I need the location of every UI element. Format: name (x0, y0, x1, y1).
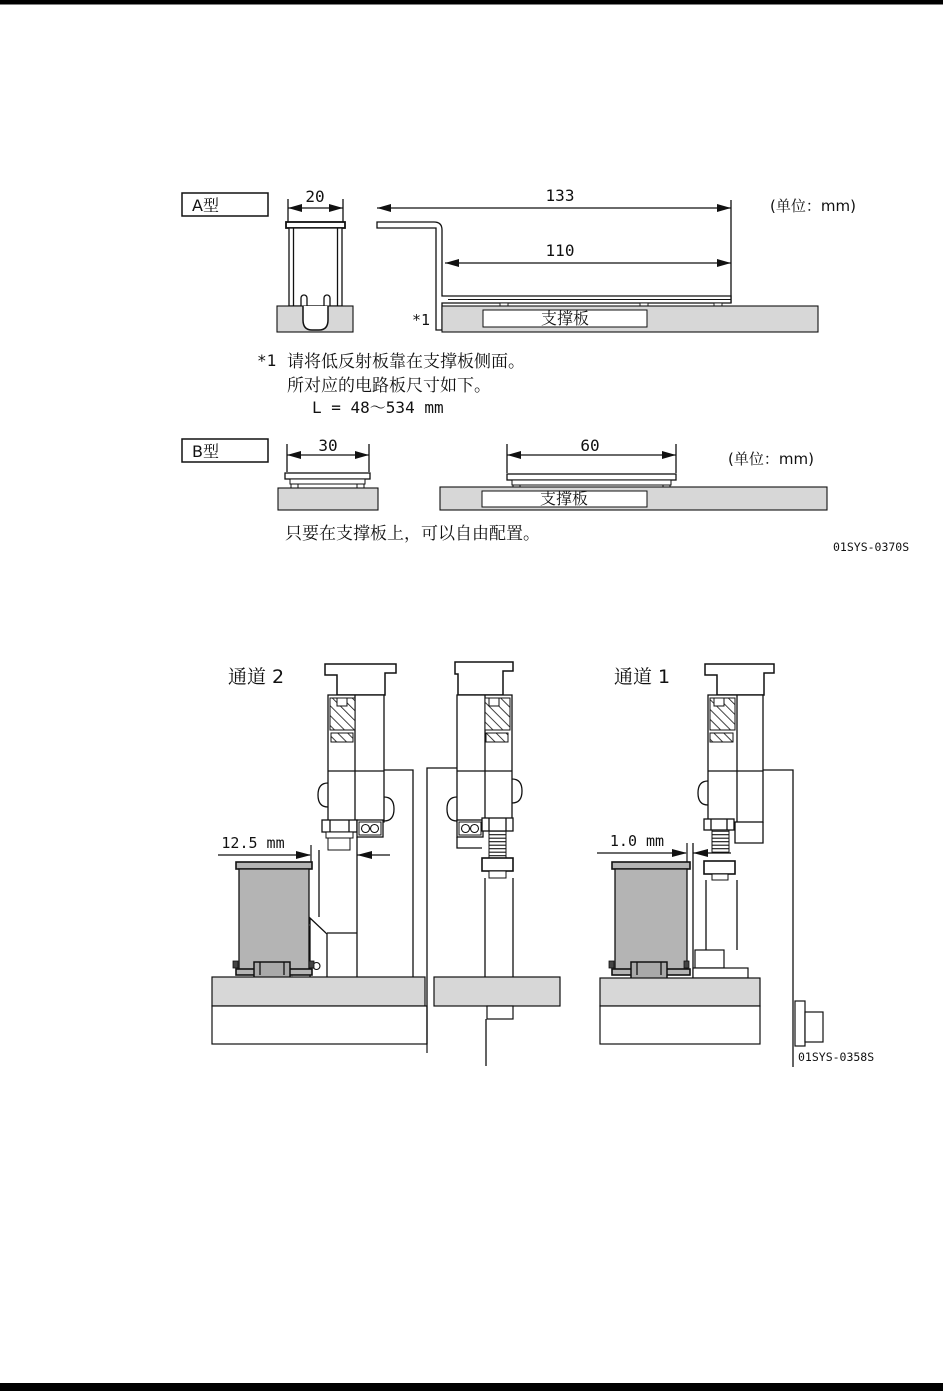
dim-110: 110 (545, 241, 575, 260)
gap2-value: 12.5 mm (221, 834, 285, 852)
clip-leg (324, 295, 330, 306)
latch-tab (233, 961, 238, 968)
hatched-strip (710, 733, 733, 742)
frame-step (763, 770, 793, 1067)
page-bottom-border (0, 1383, 943, 1391)
arrowhead (507, 451, 521, 459)
support-plate-label-b: 支撑板 (539, 489, 589, 508)
arrowhead (288, 204, 302, 212)
clip-body (289, 228, 342, 306)
figure-bottom-id: 01SYS-0358S (798, 1050, 875, 1064)
support-plate-middle (434, 977, 560, 1006)
body-lower-block (735, 822, 763, 843)
side-boss (698, 781, 708, 805)
unit-label-a: (单位：mm) (770, 197, 856, 215)
lower-frame-right (600, 1006, 760, 1044)
support-plate-right (600, 978, 760, 1006)
side-boss (447, 797, 457, 821)
gap1-value: 1.0 mm (609, 832, 665, 850)
support-structure-left (212, 977, 427, 1053)
clip-leg (301, 295, 307, 306)
support-plate-left (212, 977, 425, 1006)
arrowhead (287, 451, 301, 459)
threaded-shaft (489, 831, 506, 858)
arrowhead (296, 851, 311, 859)
dim-60: 60 (580, 436, 600, 455)
arrowhead (355, 451, 369, 459)
footnote-line3: L = 48～534 mm (312, 398, 444, 417)
side-boss (512, 779, 522, 803)
support-plate-label-a: 支撑板 (540, 309, 590, 328)
hatched-strip (331, 733, 353, 742)
frame-step-small (457, 837, 482, 848)
arrowhead (445, 259, 459, 267)
figure-b-caption: 只要在支撑板上，可以自由配置。 (285, 524, 540, 544)
reflector-plate-60 (507, 474, 676, 480)
lower-frame-left (212, 1006, 427, 1044)
threaded-shaft (712, 830, 729, 853)
side-boss (384, 797, 394, 821)
sensor-assembly-left (292, 664, 413, 993)
plate-slot (303, 306, 328, 330)
support-plate-section-b (278, 488, 378, 510)
clip-cap (286, 222, 345, 228)
arrowhead (377, 204, 391, 212)
side-boss (318, 783, 328, 807)
footnote-marker-diagram: *1 (412, 311, 431, 329)
arrowhead (329, 204, 343, 212)
reflector-plate-30-base (290, 479, 365, 484)
sensor-top-bracket (705, 664, 774, 695)
dim-133: 133 (545, 186, 575, 205)
reflector-plate-30 (285, 473, 370, 479)
dim-20: 20 (305, 187, 325, 206)
arrowhead (717, 204, 731, 212)
nut (322, 820, 357, 832)
footnote-line2: 所对应的电路板尺寸如下。 (287, 376, 491, 396)
arrowhead (672, 849, 687, 857)
footnote-marker: *1 (257, 351, 277, 370)
sensor-foot-base (693, 968, 748, 978)
nut (482, 818, 513, 831)
reflector-body (615, 869, 687, 970)
page-top-border (0, 0, 943, 5)
reflector-cap (236, 862, 312, 869)
channel2-label: 通道 2 (228, 666, 285, 688)
dim-30: 30 (318, 436, 338, 455)
bolt-head (704, 861, 735, 874)
connector-body (795, 1001, 805, 1046)
unit-label-b: (单位：mm) (728, 450, 814, 468)
sensor-foot (695, 950, 724, 968)
support-structure-right (600, 978, 760, 1044)
sensor-assembly-middle (427, 662, 560, 1066)
type-b-label: B型 (192, 442, 219, 461)
latch-tab (609, 961, 614, 968)
latch-tab (684, 961, 689, 968)
hatched-strip (486, 733, 508, 742)
figure-type-a (182, 193, 818, 332)
footnote-line1: 请将低反射板靠在支撑板侧面。 (287, 352, 525, 372)
shaft-tip (487, 1006, 513, 1019)
frame-step (384, 770, 413, 977)
connector-plug (805, 1012, 823, 1042)
reflector-cap (612, 862, 690, 869)
arrowhead (662, 451, 676, 459)
bolt-head (482, 858, 513, 871)
latch-tab (309, 961, 314, 968)
reflector-body (239, 869, 309, 970)
sensor-top-bracket (325, 664, 396, 695)
type-a-label: A型 (192, 196, 219, 215)
nut (704, 819, 734, 830)
channel1-label: 通道 1 (614, 666, 671, 688)
figure-top-id: 01SYS-0370S (833, 540, 910, 554)
arrowhead (717, 259, 731, 267)
sensor-top-bracket (455, 662, 513, 695)
reflector-plate-60-base (512, 480, 671, 485)
